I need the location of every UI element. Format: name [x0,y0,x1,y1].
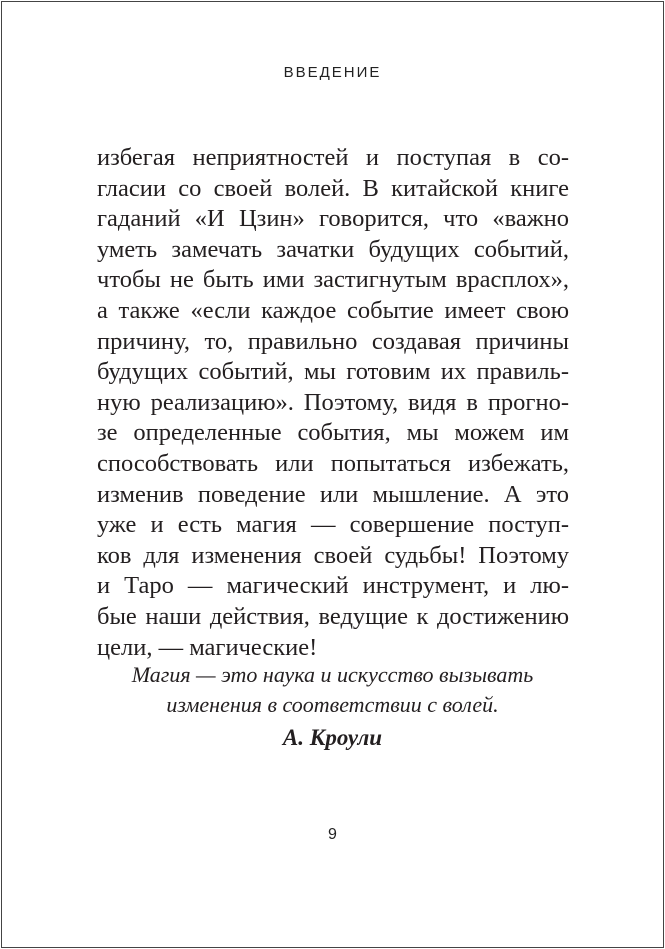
body-line: способствовать или попытаться избежать, [97,449,569,477]
body-line: изменив поведение или мышление. А это [97,480,569,508]
body-line: чтобы не быть ими застигнутым врасплох», [97,266,569,294]
epigraph [0,660,665,720]
body-line: бые наши действия, ведущие к достижению [97,602,569,630]
body-line: будущих событий, мы готовим их правиль- [97,358,569,386]
epigraph-author: А. Кроули [282,725,383,750]
body-line: цели, — магические! [97,633,318,661]
running-header: ВВЕДЕНИЕ [283,64,382,81]
body-line: причину, то, правильно создавая причины [97,327,569,355]
body-line: а также «если каждое событие имеет свою [97,296,569,324]
body-line: и Таро — магический инструмент, и лю- [97,572,569,600]
body-line: ную реализацию». Поэтому, видя в прогно- [97,388,569,416]
body-line: уже и есть магия — совершение поступ- [97,511,569,539]
body-text [97,143,569,663]
epigraph-line: изменения в соответствии с волей. [166,692,499,717]
body-line: уметь замечать зачатки будущих событий, [97,235,569,263]
body-line: гаданий «И Цзин» говорится, что «важно [97,205,569,233]
body-line: избегая неприятностей и поступая в со- [97,144,569,171]
page-number: 9 [328,826,337,843]
epigraph-line: Магия — это наука и искусство вызывать [131,662,534,687]
body-line: зе определенные события, мы можем им [97,419,569,447]
body-line: гласии со своей волей. В китайской книге [97,174,569,202]
body-line: ков для изменения своей судьбы! Поэтому [97,541,569,569]
